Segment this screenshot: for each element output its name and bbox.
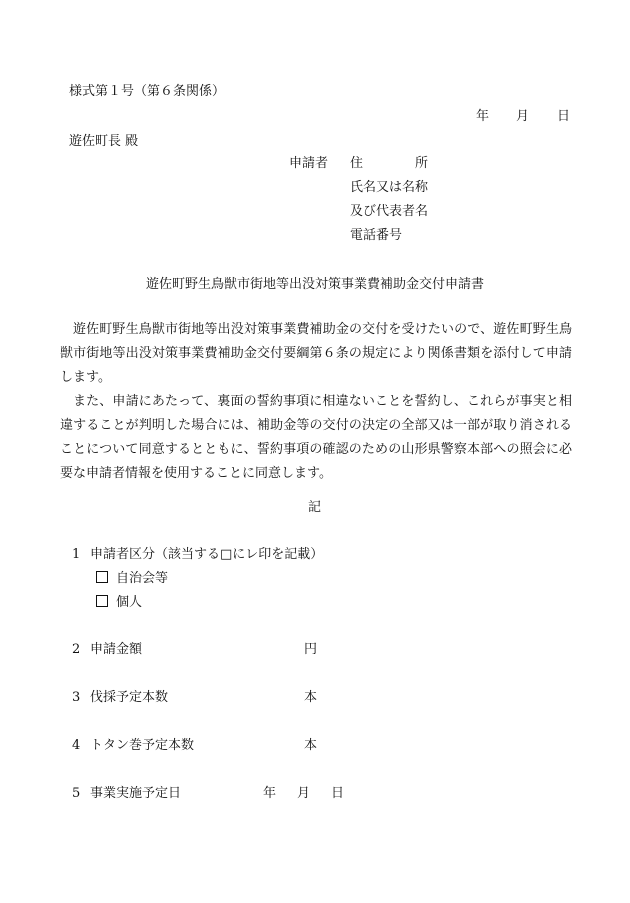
ki-label: 記	[308, 500, 322, 515]
date-year-label: 年	[476, 109, 490, 124]
applicant-address-label: 住 所	[350, 156, 429, 171]
option-kojin	[96, 594, 142, 612]
item5-year-label: 年	[263, 786, 277, 801]
body-paragraph-1: 遊佐町野生鳥獣市街地等出没対策事業費補助金の交付を受けたいので、遊佐町野生鳥獣市街地等出没対策事業費補助金交付要綱第６条の規定により関係書類を添付して申請します。	[60, 322, 572, 385]
item3-label: 伐採予定本数	[90, 690, 169, 705]
item5-month-label: 月	[297, 786, 311, 801]
addressee: 遊佐町長 殿	[69, 134, 139, 149]
item3-number: 3	[72, 690, 81, 705]
applicant-name-label: 氏名又は名称	[350, 180, 429, 195]
item1-number: 1	[72, 547, 81, 562]
option-kojin-label: 個人	[116, 595, 143, 610]
body-paragraph-2: また、申請にあたって、裏面の誓約事項に相違ないことを誓約し、これらが事実と相違することが判明した場合には、補助金等の交付の決定の全部又は一部が取り消されることについて同意するとともに、誓約事項の確認のための山形県警察本部への照会に必要な申請者情報を使用することに同意します。	[60, 394, 572, 481]
item2-number: 2	[72, 642, 81, 657]
form-number: 様式第１号（第６条関係）	[69, 84, 226, 99]
item3-unit: 本	[304, 690, 318, 705]
applicant-phone-label: 電話番号	[350, 228, 403, 243]
item4-label: トタン巻予定本数	[90, 738, 195, 753]
option-jichikai-label: 自治会等	[116, 571, 169, 586]
checkbox-icon[interactable]	[96, 595, 108, 607]
item4-number: 4	[72, 738, 81, 753]
applicant-label: 申請者	[289, 156, 329, 171]
item5-day-label: 日	[331, 786, 345, 801]
document-title: 遊佐町野生鳥獣市街地等出没対策事業費補助金交付申請書	[146, 277, 485, 292]
item4-unit: 本	[304, 738, 318, 753]
item5-label: 事業実施予定日	[90, 786, 182, 801]
date-day-label: 日	[557, 109, 571, 124]
date-month-label: 月	[516, 109, 530, 124]
checkbox-icon[interactable]	[96, 571, 108, 583]
item2-unit: 円	[304, 642, 318, 657]
applicant-representative-label: 及び代表者名	[350, 204, 429, 219]
item2-label: 申請金額	[90, 642, 143, 657]
option-jichikai	[96, 570, 168, 588]
item5-number: 5	[72, 786, 81, 801]
item1-label: 申請者区分（該当する□にレ印を記載）	[90, 547, 324, 562]
